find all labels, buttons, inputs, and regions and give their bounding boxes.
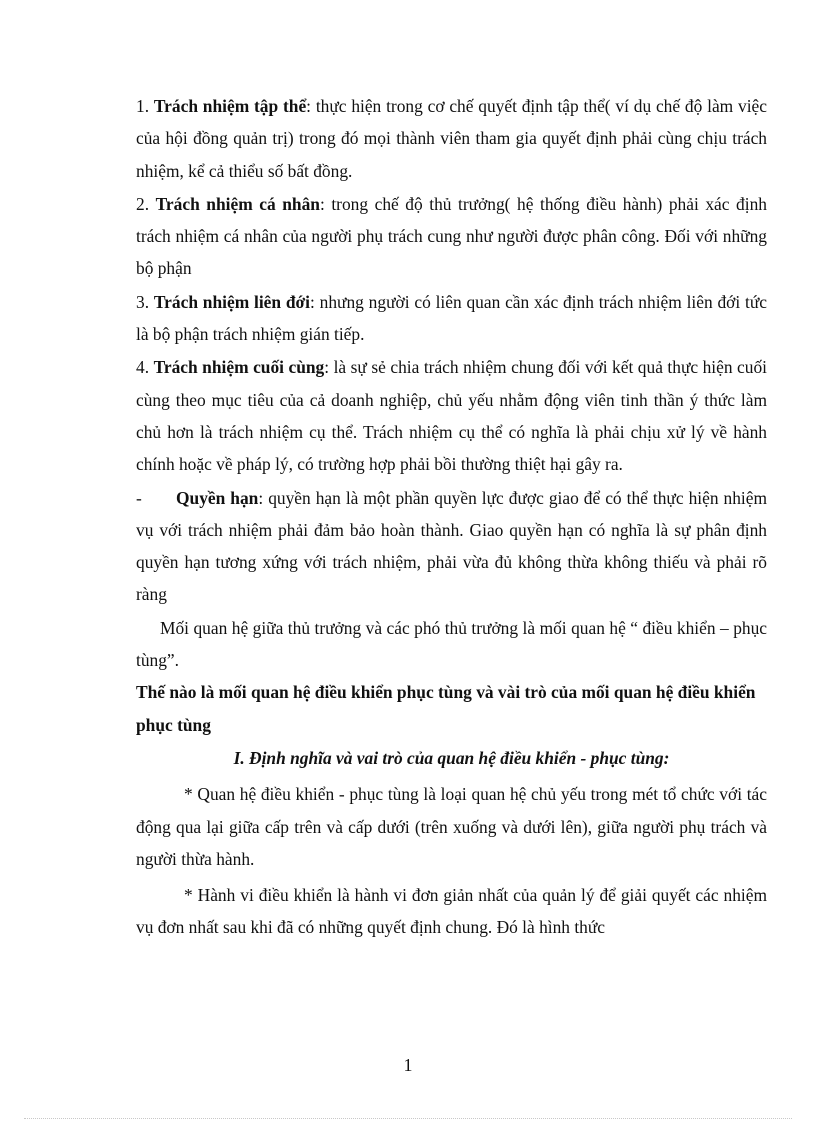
item-joint-responsibility	[136, 286, 767, 351]
item-number: 2.	[136, 193, 150, 214]
definition-section-title: I. Định nghĩa và vai trò của quan hệ điều khiển - phục tùng:	[233, 747, 670, 768]
item-title: Trách nhiệm cuối cùng	[153, 357, 325, 378]
item-number: 3.	[136, 291, 150, 312]
item-number: 1.	[136, 96, 150, 116]
paragraph-definition: * Quan hệ điều khiển - phục tùng là loại quan hệ chủ yếu trong mét tổ chức với tác động qua lại giữa cấp trên và cấp dưới (trên xuống và dưới lên), giữa người phụ trách và người thừa hành.	[136, 784, 767, 869]
item-text: : thực hiện trong cơ chế quyết định tập thể( ví dụ chế độ làm việc của hội đồng quản trị) trong đó mọi thành viên tham gia quyết định phải cùng chịu trách nhiệm, kể cả thiểu số bất đồng.	[136, 96, 767, 181]
authority-text: : quyền hạn là một phần quyền lực được giao để có thể thực hiện nhiệm vụ với trách nhiệm phải đảm bảo hoàn thành. Giao quyền hạn có nghĩa là sự phân định quyền hạn tương xứng với trách nhiệm, phải vừa đủ không thừa không thiếu và phải rõ ràng	[136, 487, 767, 605]
list-dash: -	[136, 487, 142, 508]
authority-paragraph	[136, 482, 767, 611]
document-body	[136, 90, 767, 944]
relationship-paragraph: Mối quan hệ giữa thủ trưởng và các phó thủ trưởng là mối quan hệ “ điều khiển – phục tùng”.	[136, 617, 767, 671]
item-text: : trong chế độ thủ trưởng( hệ thống điều hành) phải xác định trách nhiệm cá nhân của người phụ trách cung như người được phân công. Đối với những bộ phận	[136, 193, 767, 279]
page-bottom-divider	[24, 1118, 792, 1119]
item-text: : nhưng người có liên quan cần xác định trách nhiệm liên đới tức là bộ phận trách nhiệm gián tiếp.	[136, 291, 767, 345]
paragraph-control-behavior: * Hành vi điều khiển là hành vi đơn giản nhất của quản lý để giải quyết các nhiệm vụ đơn nhất sau khi đã có những quyết định chung. Đó là hình thức	[136, 885, 767, 938]
item-title: Trách nhiệm liên đới	[153, 291, 311, 312]
item-final-responsibility	[136, 351, 767, 480]
item-individual-responsibility	[136, 188, 767, 285]
item-title: Trách nhiệm tập thể	[153, 96, 307, 116]
item-number: 4.	[136, 357, 150, 378]
authority-title: Quyền hạn	[176, 487, 259, 508]
item-title: Trách nhiệm cá nhân	[155, 193, 320, 214]
item-text: : là sự sẻ chia trách nhiệm chung đối với kết quả thực hiện cuối cùng theo mục tiêu của cả doanh nghiệp, chủ yếu nhằm động viên tinh thần ý thức làm chủ hơn là trách nhiệm cụ thể. Trách nhiệm cụ thể có nghĩa là phải chịu xử lý về hành chính hoặc về pháp lý, có trường hợp phải bồi thường thiệt hại gây ra.	[136, 357, 767, 475]
page-number: 1	[403, 1055, 413, 1075]
section-heading: Thế nào là mối quan hệ điều khiển phục tùng và vài trò của mối quan hệ điều khiển phục tùng	[136, 682, 756, 735]
item-collective-responsibility	[136, 90, 767, 187]
